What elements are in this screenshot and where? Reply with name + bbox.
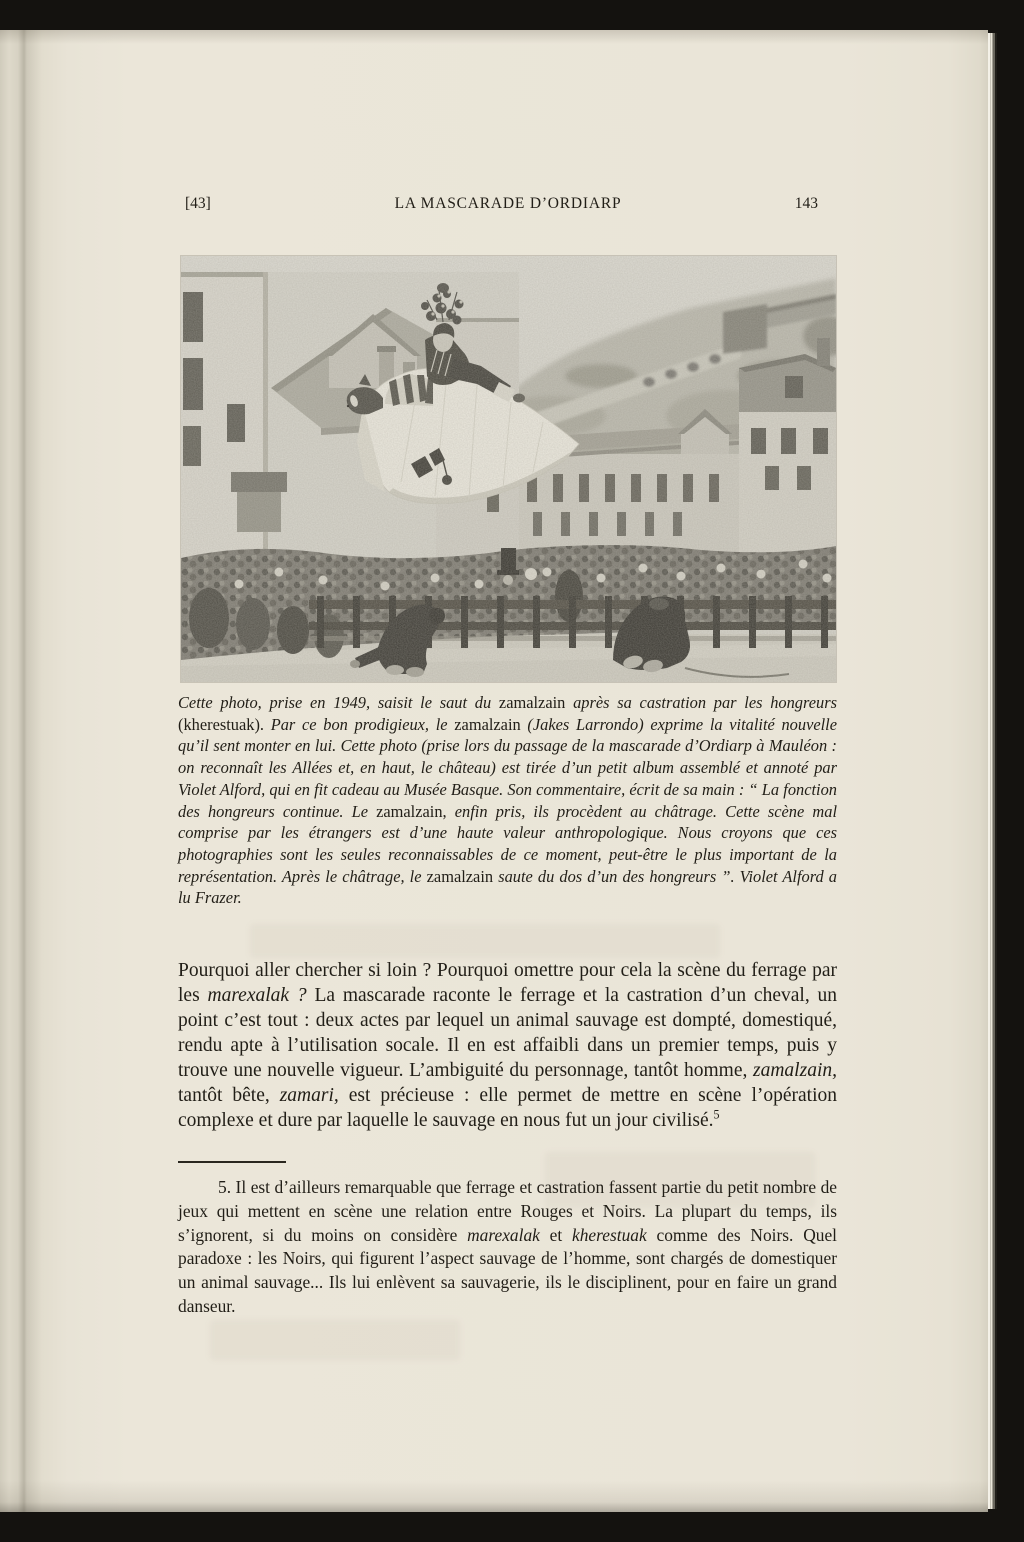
running-title: LA MASCARADE D’ORDIARP xyxy=(394,195,622,212)
reverse-page-bleedthrough xyxy=(210,1320,460,1360)
page-number: 143 xyxy=(794,195,818,212)
photo-caption: Cette photo, prise en 1949, saisit le saut du zamalzain après sa castration par les hongreurs (kherestuak). Par ce bon prodigieux, le zamalzain (Jakes Larrondo) exprime la vitalité nouvelle qu’il sent monter en lui. Cette photo (prise lors du passage de la mascarade d’Ordiarp à Mauléon : on reconnaît les Allées et, en haut, le château) est tirée d’un petit album assemblé et annoté par Violet Alford, qui en fit cadeau au Musée Basque. Son commentaire, écrit de sa main : “ La fonction des hongreurs continue. Le zamalzain, enfin pris, ils procèdent au châtrage. Cette scène mal comprise par les étrangers est d’une haute valeur anthropologique. Nous croyons que ces photographies sont les seules reconnaissables de ce moment, peut-être le plus important de la représentation. Après le châtrage, le zamalzain saute du dos d’un des hongreurs ”. Violet Alford a lu Frazer. xyxy=(178,693,838,908)
page-header xyxy=(180,195,836,217)
reverse-page-bleedthrough xyxy=(250,924,720,958)
footnote: 5. Il est d’ailleurs remarquable que ferrage et castration fassent partie du petit nombre de jeux qui mettent en scène une relation entre Rouges et Noirs. La plupart du temps, ils s’ignorent, si du moins on considère marexalak et kherestuak comme des Noirs. Quel paradoxe : les Noirs, qui figurent l’aspect sauvage de l’homme, sont chargés de domestiquer un animal sauvage... Ils lui enlèvent sa sauvagerie, ils le disciplinent, pour en faire un grand danseur. xyxy=(178,1177,837,1316)
page-edge-stack xyxy=(988,33,997,1509)
body-paragraph: Pourquoi aller chercher si loin ? Pourquoi omettre pour cela la scène du ferrage par les marexalak ? La mascarade raconte le ferrage et la castration d’un cheval, un point c’est tout : deux actes par lequel un animal sauvage est dompté, domestiqué, rendu apte à l’utilisation socale. Il en est affaibli dans un premier temps, puis y trouve une nouvelle vigueur. L’ambiguité du personnage, tantôt homme, zamalzain, tantôt bête, zamari, est précieuse : elle permet de mettre en scène l’opération complexe et dure par laquelle le sauvage en nous fut un jour civilisé.$^5$ xyxy=(178,960,837,1131)
footnote-rule xyxy=(178,1161,286,1163)
photograph xyxy=(181,256,836,682)
page xyxy=(0,30,988,1512)
film-grain-light xyxy=(181,256,836,682)
photo-illustration xyxy=(181,256,836,682)
section-marker: [43] xyxy=(185,195,211,212)
